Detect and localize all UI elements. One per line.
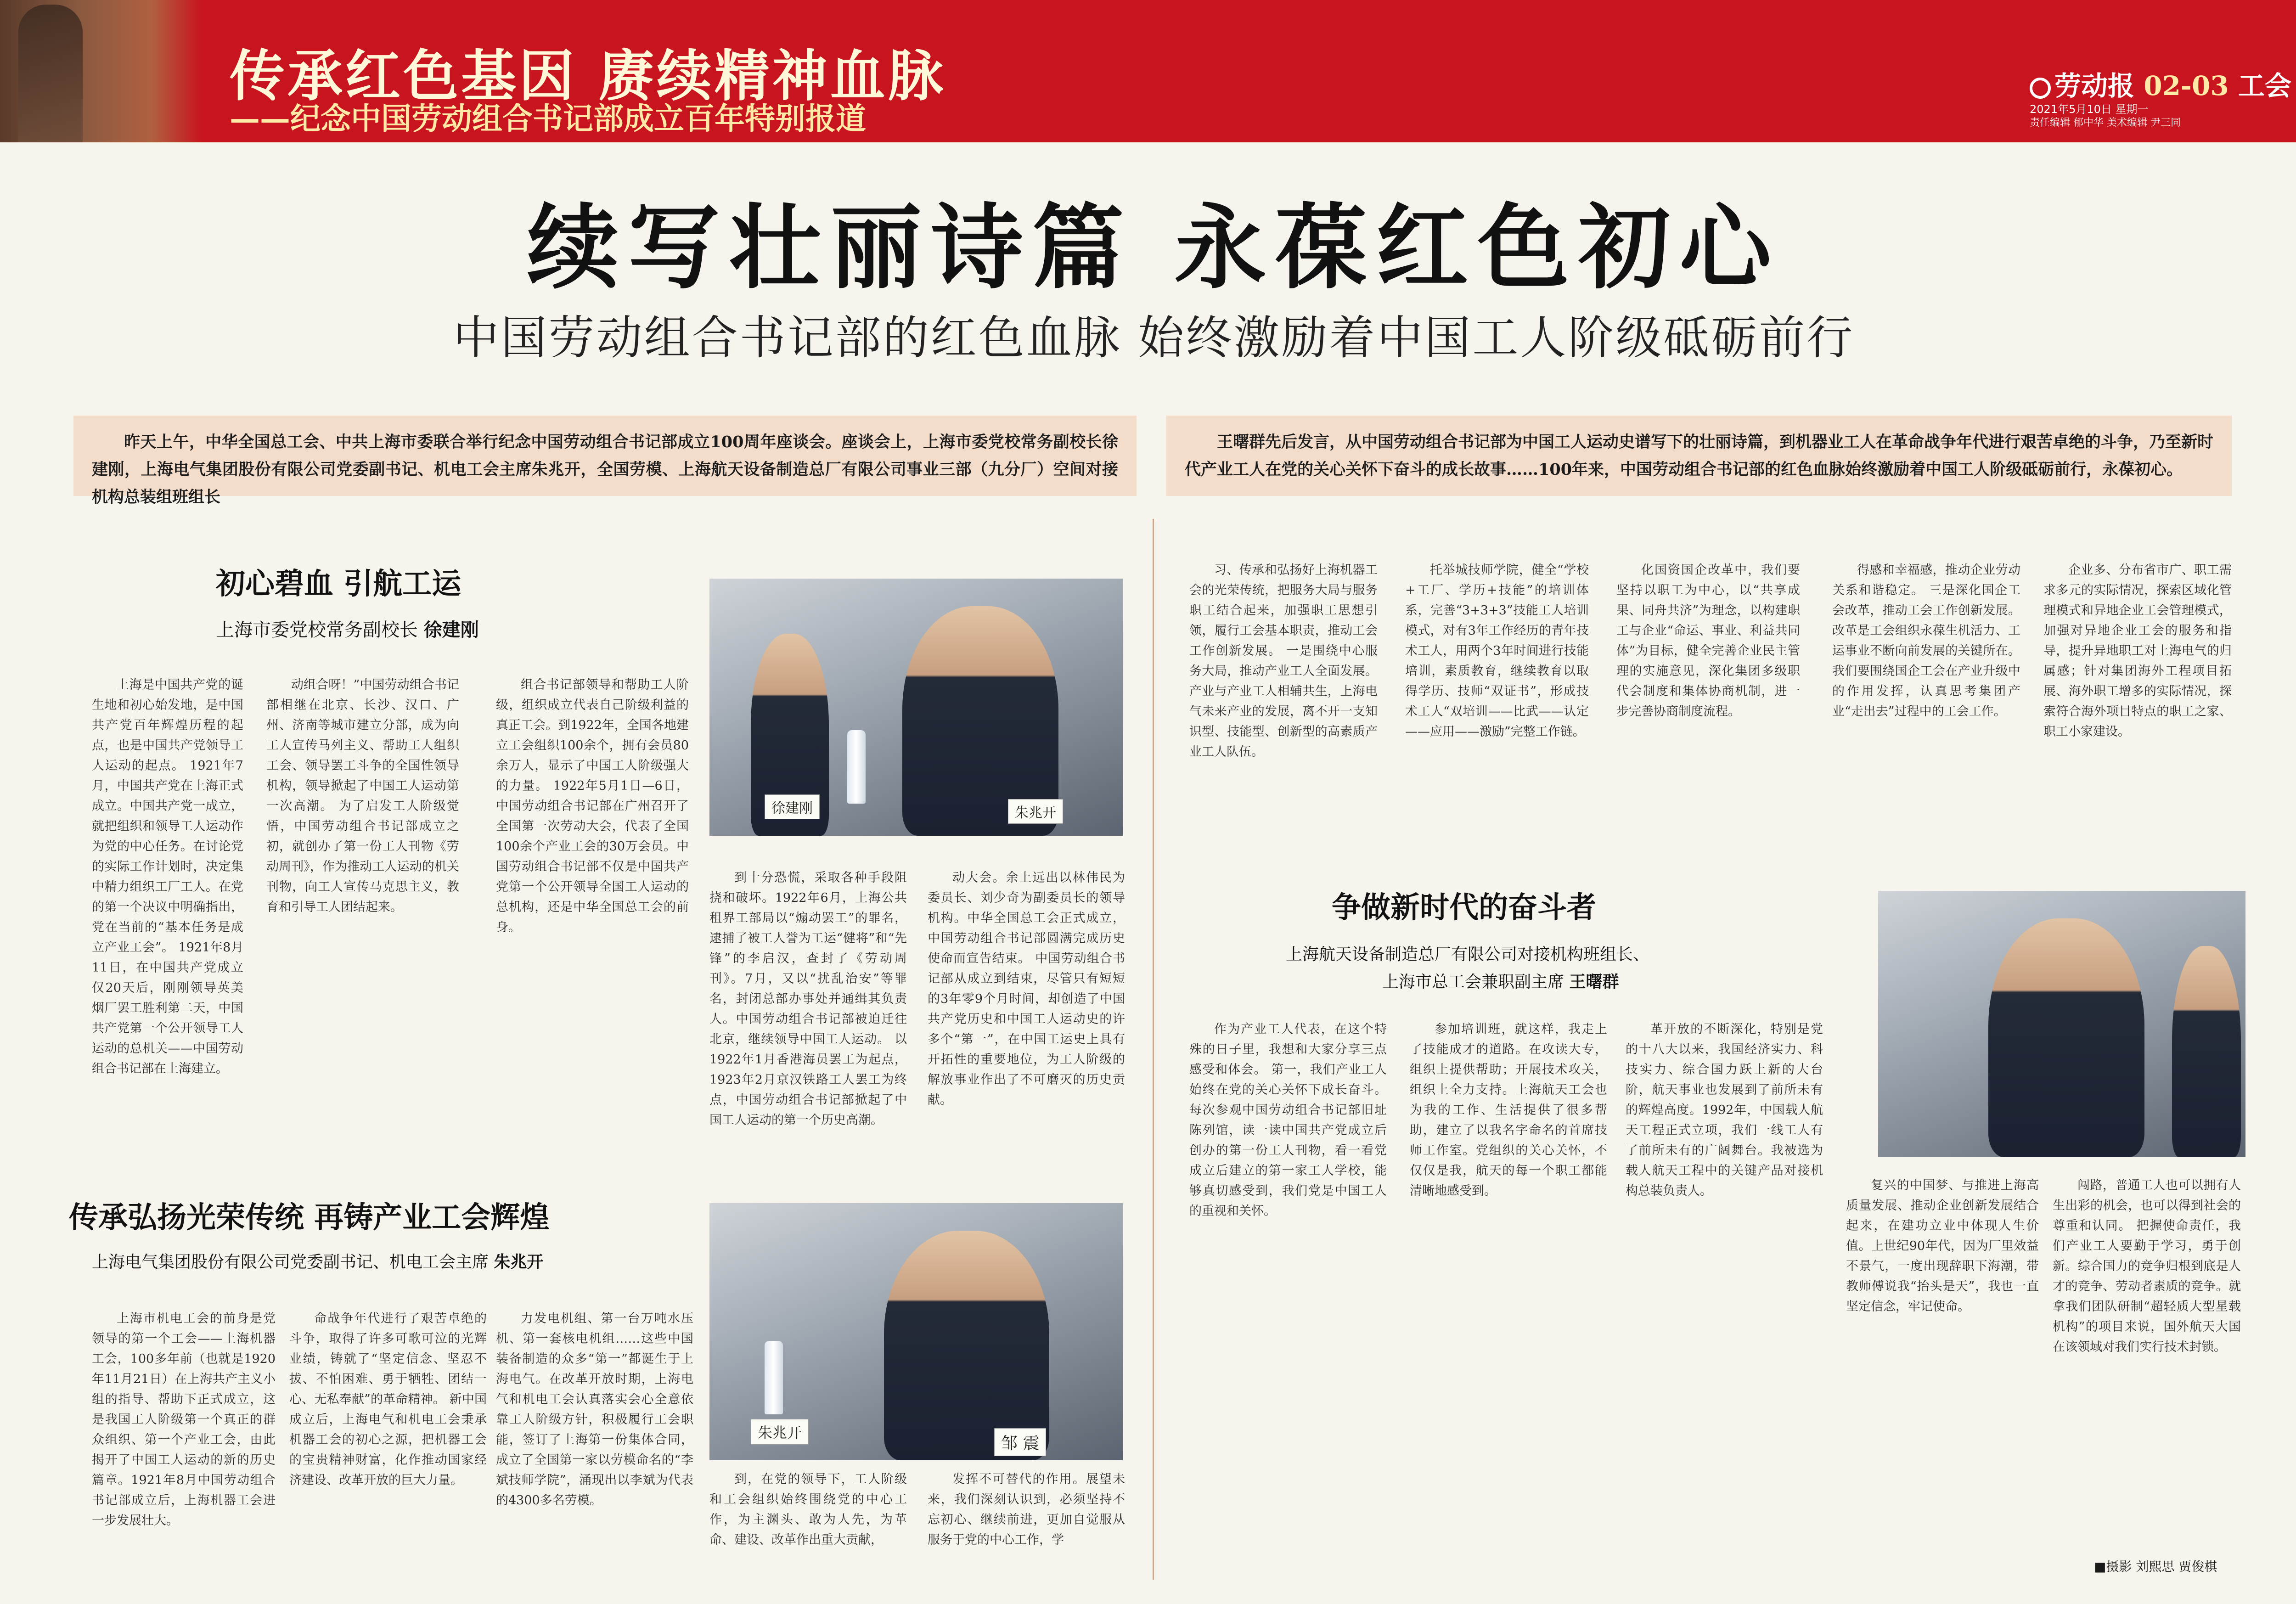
- paragraph: 发挥不可替代的作用。展望未来，我们深刻认识到，必须坚持不忘初心、继续前进，更加自觉服从服务于党的中心工作，学: [928, 1472, 1125, 1547]
- section2-byline: [92, 1249, 543, 1272]
- section1-column: [92, 675, 243, 1166]
- byline-name: 王曙群: [1569, 972, 1619, 991]
- paragraph: 化国资国企改革中，我们要坚持以职工为中心，以“共享成果、同舟共济”为理念，以构建职工与企业“命运、事业、利益共同体”为目标，健全完善企业民主管理的实施意见，深化集团多级职代会制度和集体协商机制，进一步完善协商制度流程。: [1616, 563, 1800, 719]
- paragraph: 革开放的不断深化，特别是党的十八大以来，我国经济实力、科技实力、综合国力跃上新的大台阶，航天事业也发展到了前所未有的辉煌高度。1992年，中国载人航天工程正式立项，我们一线工人有了前所未有的广阔舞台。我被选为载人航天工程中的关键产品对接机构总装负责人。: [1626, 1022, 1823, 1198]
- section2-column: [289, 1309, 487, 1580]
- paragraph: 习、传承和弘扬好上海机器工会的光荣传统，把服务大局与服务职工结合起来，加强职工思想引领，履行工会基本职责，推动工会工作创新发展。 一是围绕中心服务大局，推动产业工人全面发展。产业与产业工人相辅共生，上海电气未来产业的发展，离不开一支知识型、技能型、创新型的高素质产业工人队伍。: [1189, 563, 1378, 759]
- section3-top-column: [1405, 560, 1589, 863]
- lead-paragraph-right: 王曙群先后发言，从中国劳动组合书记部为中国工人运动史谱写下的壮丽诗篇，到机器业工人在革命战争年代进行艰苦卓绝的斗争，乃至新时代产业工人在党的关心关怀下奋斗的成长故事……100年来，中国劳动组合书记部的红色血脉始终激励着中国工人阶级砥砺前行，永葆初心。: [1166, 416, 2232, 496]
- paragraph: 复兴的中国梦、与推进上海高质量发展、推动企业创新发展结合起来，在建功立业中体现人生价值。上世纪90年代，因为厂里效益不景气，一度出现辞职下海潮，带教师傅说我“抬头是天”，我也一直坚定信念，牢记使命。: [1846, 1178, 2039, 1314]
- section1-title: 初心碧血 引航工运: [216, 567, 461, 601]
- section3-byline-line1: 上海航天设备制造总厂有限公司对接机构班组长、: [1286, 945, 1650, 964]
- byline-name: 朱兆开: [494, 1252, 544, 1272]
- section1-byline: [216, 615, 479, 642]
- water-bottle: [847, 730, 866, 804]
- section2-photo: [709, 1203, 1123, 1460]
- paragraph: 到十分恐慌，采取各种手段阻挠和破坏。1922年6月，上海公共租界工部局以“煽动罢工”的罪名，逮捕了被工人誉为工运“健将”和“先锋”的李启汉，查封了《劳动周刊》。7月，又以“扰乱治安”等罪名，封闭总部办事处并通缉其负责人。中国劳动组合书记部被迫迁往北京，继续领导中国工人运动。 以1922年1月香港海员罢工为起点，1923年2月京汉铁路工人罢工为终点，中国劳动组合书记部掀起了中国工人运动的第一个历史高潮。: [709, 871, 907, 1127]
- section3-column: [1626, 1019, 1823, 1580]
- banner-photo: [0, 0, 202, 142]
- paragraph: 命战争年代进行了艰苦卓绝的斗争，取得了许多可歌可泣的光辉业绩，铸就了“坚定信念、坚忍不拔、不怕困难、勇于牺牲、团结一心、无私奉献”的革命精神。 新中国成立后，上海电气和机电工会秉承机器工会的初心之源，把机器工会的宝贵精神财富，化作推动国家经济建设、改革开放的巨大力量。: [289, 1311, 487, 1487]
- nameplate: 朱兆开: [751, 1419, 809, 1445]
- page-divider: [1153, 519, 1154, 1580]
- issue-date: 2021年5月10日 星期一: [2030, 103, 2149, 116]
- section1-column: [496, 675, 689, 1166]
- nameplate: 徐建刚: [765, 794, 820, 819]
- banner-title: 传承红色基因 赓续精神血脉: [230, 44, 946, 108]
- section3-top-column: [1616, 560, 1800, 863]
- page-number: 02-03: [2144, 70, 2229, 101]
- paragraph: 得感和幸福感，推动企业劳动关系和谐稳定。 三是深化国企工会改革，推动工会工作创新发展。改革是工会组织永葆生机活力、工运事业不断向前发展的关键所在。我们要围绕国企工会在产业升级中的作用发挥，认真思考集团产业“走出去”过程中的工会工作。: [1832, 563, 2020, 719]
- editors: 责任编辑 郁中华 美术编辑 尹三同: [2030, 117, 2181, 129]
- banner-subtitle: ——纪念中国劳动组合书记部成立百年特别报道: [230, 101, 866, 136]
- paragraph: 动组合呀！”中国劳动组合书记部相继在北京、长沙、汉口、广州、济南等城市建立分部，成为向工人宣传马列主义、帮助工人组织工会、领导罢工斗争的全国性领导机构，领导掀起了中国工人运动第一次高潮。 为了启发工人阶级觉悟，中国劳动组合书记部成立之初，就创办了第一份工人刊物《劳动周刊》，作为推动工人运动的机关刊物，向工人宣传马克思主义，教育和引导工人团结起来。: [266, 678, 459, 914]
- lead-paragraph-left: 昨天上午，中华全国总工会、中共上海市委联合举行纪念中国劳动组合书记部成立100周年座谈会。座谈会上，上海市委党校常务副校长徐建刚，上海电气集团股份有限公司党委副书记、机电工会主席朱兆开，全国劳模、上海航天设备制造总厂有限公司事业三部（九分厂）空间对接机构总装组班组长: [73, 416, 1137, 496]
- byline-name: 徐建刚: [423, 619, 479, 641]
- section3-top-column: [1832, 560, 2020, 863]
- byline-role: 上海电气集团股份有限公司党委副书记、机电工会主席: [92, 1253, 489, 1272]
- masthead: [2030, 64, 2296, 129]
- section3-photo: [1878, 891, 2245, 1157]
- section3-title: 争做新时代的奋斗者: [1332, 890, 1596, 925]
- paragraph: 作为产业工人代表，在这个特殊的日子里，我想和大家分享三点感受和体会。 第一，我们产业工人始终在党的关心关怀下成长奋斗。每次参观中国劳动组合书记部旧址陈列馆，读一读中国共产党成立后创办的第一份工人刊物，看一看党成立后建立的第一家工人学校，能够真切感受到，我们党是中国工人的重视和关怀。: [1189, 1022, 1387, 1218]
- person-figure: [1988, 918, 2144, 1157]
- section3-column: [2053, 1176, 2241, 1543]
- section3-byline-line2: [1382, 969, 1619, 992]
- paragraph: 闯路，普通工人也可以拥有人生出彩的机会，也可以得到社会的尊重和认同。 把握使命责任，我们产业工人要勤于学习，勇于创新。综合国力的竞争归根到底是人才的竞争、劳动者素质的竞争。就拿我们团队研制“超轻质大型星载机构”的项目来说，国外航天大国在该领域对我们实行技术封锁。: [2053, 1178, 2241, 1354]
- section3-column: [1189, 1019, 1387, 1580]
- section1-column: [709, 868, 907, 1166]
- section-name: 工会: [2238, 70, 2291, 101]
- logo-text: 劳动报: [2054, 70, 2135, 101]
- paragraph: 托举城技师学院，健全“学校+工厂、学历+技能”的培训体系，完善“3+3+3”技能工人培训模式，对有3年工作经历的青年技术工人，用两个3年时间进行技能培训，素质教育，继续教育以取得学历、技师“双证书”，形成技术工人“双培训——比武——认定——应用——激励”完整工作链。: [1405, 563, 1589, 739]
- water-bottle: [765, 1341, 783, 1414]
- section2-column: [709, 1469, 907, 1580]
- nameplate: 邹 震: [994, 1428, 1046, 1456]
- statue-image: [18, 5, 83, 142]
- section3-top-column: [1189, 560, 1378, 863]
- byline-role: 上海市委党校常务副校长: [216, 619, 418, 641]
- section1-column: [928, 868, 1125, 1166]
- section1-photo: [709, 579, 1123, 836]
- section3-top-column: [2043, 560, 2232, 863]
- section3-column: [1846, 1176, 2039, 1580]
- section2-column: [928, 1469, 1125, 1580]
- section2-column: [92, 1309, 276, 1580]
- main-headline: 续写壮丽诗篇 永葆红色初心: [527, 194, 1781, 302]
- section3-column: [1410, 1019, 1607, 1580]
- paragraph: 上海市机电工会的前身是党领导的第一个工会——上海机器工会，100多年前（也就是1920年11月21日）在上海共产主义小组的指导、帮助下正式成立，这是我国工人阶级第一个真正的群众组织、第一个产业工会，由此揭开了中国工人运动的新的历史篇章。1921年8月中国劳动组合书记部成立后，上海机器工会进一步发展壮大。: [92, 1311, 276, 1528]
- byline-role: 上海市总工会兼职副主席: [1382, 973, 1564, 991]
- section2-column: [496, 1309, 693, 1580]
- person-figure: [884, 1231, 1049, 1460]
- photo-credit: ■摄影 刘熙思 贾俊棋: [2094, 1559, 2217, 1574]
- paragraph: 参加培训班，就这样，我走上了技能成才的道路。在攻读大专，组织上提供帮助；开展技术攻关，组织上全力支持。上海航天工会也为我的工作、生活提供了很多帮助，建立了以我名字命名的首席技师工作室。党组织的关心关怀，不仅仅是我，航天的每一个职工都能清晰地感受到。: [1410, 1022, 1607, 1198]
- paragraph: 上海是中国共产党的诞生地和初心始发地，是中国共产党百年辉煌历程的起点，也是中国共产党领导工人运动的起点。 1921年7月，中国共产党在上海正式成立。中国共产党一成立，就把组织和领导工人运动作为党的中心任务。在讨论党的实际工作计划时，决定集中精力组织工厂工人。在党的第一个决议中明确指出，党在当前的“基本任务是成立产业工会”。 1921年8月11日，在中国共产党成立仅20天后，刚刚领导英美烟厂罢工胜利第二天，中国共产党第一个公开领导工人运动的总机关——中国劳动组合书记部在上海建立。: [92, 678, 243, 1076]
- masthead-logo: [2030, 64, 2291, 103]
- paragraph: 组合书记部领导和帮助工人阶级，组织成立代表自己阶级利益的真正工会。到1922年，全国各地建立工会组织100余个，拥有会员80余万人，显示了中国工人阶级强大的力量。 1922年5月1日—6日，中国劳动组合书记部在广州召开了全国第一次劳动大会，代表了全国100余个产业工会的30万会员。中国劳动组合书记部不仅是中国共产党第一个公开领导全国工人运动的总机构，还是中华全国总工会的前身。: [496, 678, 689, 934]
- nameplate: 朱兆开: [1008, 799, 1063, 824]
- person-figure: [2172, 946, 2241, 1157]
- newspaper-logo-icon: [2030, 78, 2051, 99]
- paragraph: 动大会。余上远出以林伟民为委员长、刘少奇为副委员长的领导机构。中华全国总工会正式成立，中国劳动组合书记部圆满完成历史使命而宣告结束。 中国劳动组合书记部从成立到结束，尽管只有短短的3年零9个月时间，却创造了中国共产党历史和中国工人运动史的许多个“第一”，在中国工运史上具有开拓性的重要地位，为工人阶级的解放事业作出了不可磨灭的历史贡献。: [928, 871, 1125, 1107]
- section2-title: 传承弘扬光荣传统 再铸产业工会辉煌: [69, 1200, 550, 1235]
- section1-column: [266, 675, 459, 1166]
- paragraph: 力发电机组、第一台万吨水压机、第一套核电机组……这些中国装备制造的众多“第一”都诞生于上海电气。在改革开放时期，上海电气和机电工会认真落实会心全意依靠工人阶级方针，积极履行工会职能，签订了上海第一份集体合同，成立了全国第一家以劳模命名的“李斌技师学院”，涌现出以李斌为代表的4300多名劳模。: [496, 1311, 693, 1508]
- sub-headline: 中国劳动组合书记部的红色血脉 始终激励着中国工人阶级砥砺前行: [453, 311, 1855, 365]
- paragraph: 企业多、分布省市广、职工需求多元的实际情况，探索区域化管理模式和异地企业工会管理模式，加强对异地企业工会的服务和指导，提升异地职工对上海电气的归属感；针对集团海外工程项目拓展、海外职工增多的实际情况，探索符合海外项目特点的职工之家、职工小家建设。: [2043, 563, 2232, 739]
- paragraph: 到，在党的领导下，工人阶级和工会组织始终围绕党的中心工作，为主渊头、敢为人先，为革命、建设、改革作出重大贡献，: [709, 1472, 907, 1547]
